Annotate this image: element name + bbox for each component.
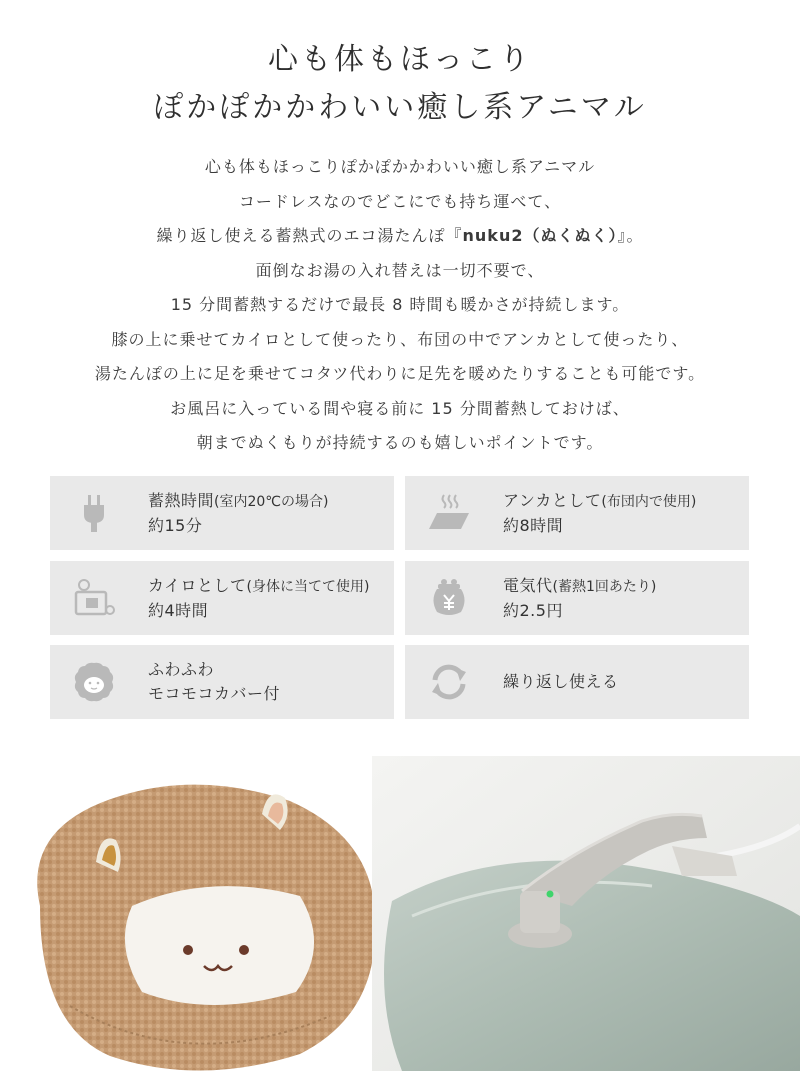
description-line: 15 分間蓄熱するだけで最長 8 時間も暖かさが持続します。: [170, 295, 630, 314]
description-line: コードレスなのでどこにでも持ち運べて、: [238, 191, 562, 211]
description-line: 面倒なお湯の入れ替えは一切不要で、: [255, 260, 545, 280]
description-text: 』。: [617, 226, 644, 245]
feature-title: アンカとして: [503, 490, 602, 510]
feature-title: 繰り返し使える: [503, 672, 619, 691]
coin-purse-yen-icon: [427, 576, 471, 620]
feature-title: 電気代: [503, 575, 553, 595]
feature-text: [503, 476, 696, 550]
kairo-pad-icon: [72, 576, 116, 620]
feature-title: ふわふわ: [148, 660, 215, 679]
feature-note: (身体に当てて使用): [246, 578, 370, 595]
feature-card-kairo: [50, 561, 394, 635]
feature-note: (布団内で使用): [601, 493, 697, 510]
feature-card-anka: [405, 476, 749, 550]
description-line: 朝までぬくもりが持続するのも嬉しいポイントです。: [196, 433, 604, 452]
feature-title: カイロとして: [148, 575, 247, 595]
description-line: [0, 219, 800, 254]
description-line: お風呂に入っている間や寝る前に 15 分間蓄熱しておけば、: [170, 398, 630, 418]
feature-title: 蓄熱時間: [148, 490, 215, 510]
feature-text: [503, 645, 619, 719]
feature-value: 約4時間: [148, 600, 209, 620]
feature-value: モコモコカバー付: [148, 684, 281, 703]
sheep-face-icon: [72, 660, 116, 704]
feature-text: [148, 645, 280, 719]
headline-line-2: ぽかぽかかわいい癒し系アニマル: [153, 90, 647, 125]
feature-card-cover: [50, 645, 394, 719]
recycle-arrows-icon: [427, 660, 471, 704]
description-line: 心も体もほっこりぽかぽかかわいい癒し系アニマル: [204, 157, 596, 176]
plug-icon: [72, 491, 116, 535]
description: [0, 150, 800, 461]
feature-note: (室内20℃の場合): [214, 493, 329, 510]
feature-text: [148, 561, 369, 635]
heated-pad-icon: [427, 491, 471, 535]
feature-note: (蓄熱1回あたり): [552, 578, 657, 595]
headline-line-1: 心も体もほっこり: [268, 42, 532, 77]
description-line: 湯たんぽの上に足を乗せてコタツ代わりに足先を暖めたりすることも可能です。: [94, 364, 706, 383]
feature-card-reusable: [405, 645, 749, 719]
sheep-cover-photo: [0, 756, 400, 1071]
product-name: nuku2（ぬくぬく）: [462, 226, 618, 245]
feature-text: [148, 476, 328, 550]
feature-value: 約8時間: [503, 515, 564, 535]
feature-value: 約15分: [148, 515, 203, 535]
heater-charging-photo: [372, 756, 800, 1071]
feature-card-heat-time: [50, 476, 394, 550]
description-line: 膝の上に乗せてカイロとして使ったり、布団の中でアンカとして使ったり、: [111, 329, 689, 349]
description-text: 繰り返し使える蓄熱式のエコ湯たんぽ『: [156, 226, 463, 245]
feature-value: 約2.5円: [503, 600, 563, 620]
feature-card-electricity: [405, 561, 749, 635]
feature-text: [503, 561, 656, 635]
